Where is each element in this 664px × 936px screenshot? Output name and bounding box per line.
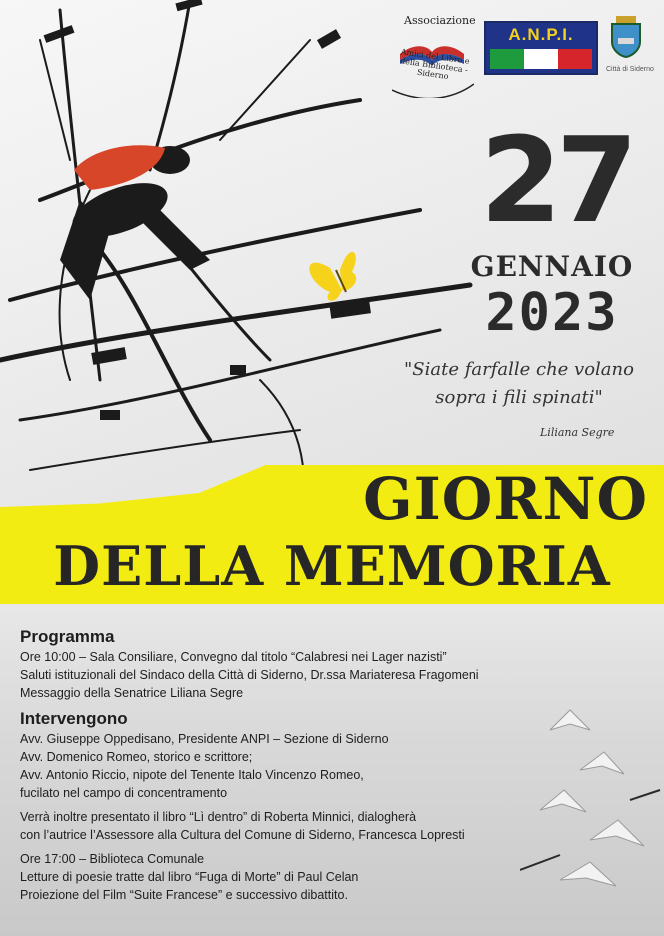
afternoon-line: Ore 17:00 – Biblioteca Comunale bbox=[20, 852, 205, 866]
speaker-line: Avv. Giuseppe Oppedisano, Presidente ANPI – Sezione di Siderno bbox=[20, 732, 389, 746]
program-line: Saluti istituzionali del Sindaco della Città di Siderno, Dr.ssa Mariateresa Fragomeni bbox=[20, 668, 479, 682]
program-heading: Programma bbox=[20, 627, 115, 646]
speaker-line: fucilato nel campo di concentramento bbox=[20, 786, 228, 800]
program-content bbox=[20, 626, 540, 904]
speaker-line: Avv. Antonio Riccio, nipote del Tenente Italo Vincenzo Romeo, bbox=[20, 768, 364, 782]
afternoon-line: Letture di poesie tratte dal libro “Fuga di Morte” di Paul Celan bbox=[20, 870, 359, 884]
date-month: GENNAIO bbox=[470, 250, 634, 283]
flying-books-illustration bbox=[520, 640, 664, 920]
butterfly-icon bbox=[309, 252, 356, 301]
quote-line-1: "Siate farfalle che volano bbox=[404, 359, 634, 380]
afternoon-line: Proiezione del Film “Suite Francese” e successivo dibattito. bbox=[20, 888, 348, 902]
anpi-name: A.N.P.I. bbox=[508, 25, 574, 44]
event-title-line-1: GIORNO bbox=[363, 465, 648, 533]
date-year: 2023 bbox=[485, 283, 619, 343]
book-line: Verrà inoltre presentato il libro “Lì dentro” di Roberta Minnici, dialogherà bbox=[20, 810, 417, 824]
quote bbox=[394, 356, 644, 412]
speaker-line: Avv. Domenico Romeo, storico e scrittore; bbox=[20, 750, 253, 764]
quote-line-2: sopra i fili spinati" bbox=[435, 387, 603, 408]
city-label: Città di Siderno bbox=[606, 66, 654, 73]
quote-author: Liliana Segre bbox=[540, 426, 615, 439]
city-crest-icon bbox=[610, 14, 642, 58]
anpi-logo bbox=[484, 21, 598, 75]
program-line: Messaggio della Senatrice Liliana Segre bbox=[20, 686, 244, 700]
date-day: 27 bbox=[479, 111, 633, 249]
event-title-line-2: DELLA MEMORIA bbox=[53, 534, 611, 598]
association-subtitle: Amici del Libro e della Biblioteca - Siderno bbox=[399, 47, 471, 82]
program-line: Ore 10:00 – Sala Consiliare, Convegno dal titolo “Calabresi nei Lager nazisti” bbox=[20, 650, 447, 664]
book-line: con l’autrice l’Assessore alla Cultura del Comune di Siderno, Francesca Lopresti bbox=[20, 828, 465, 842]
association-title: Associazione bbox=[404, 14, 476, 27]
speakers-heading: Intervengono bbox=[20, 709, 128, 728]
italian-flag-icon bbox=[490, 49, 592, 69]
